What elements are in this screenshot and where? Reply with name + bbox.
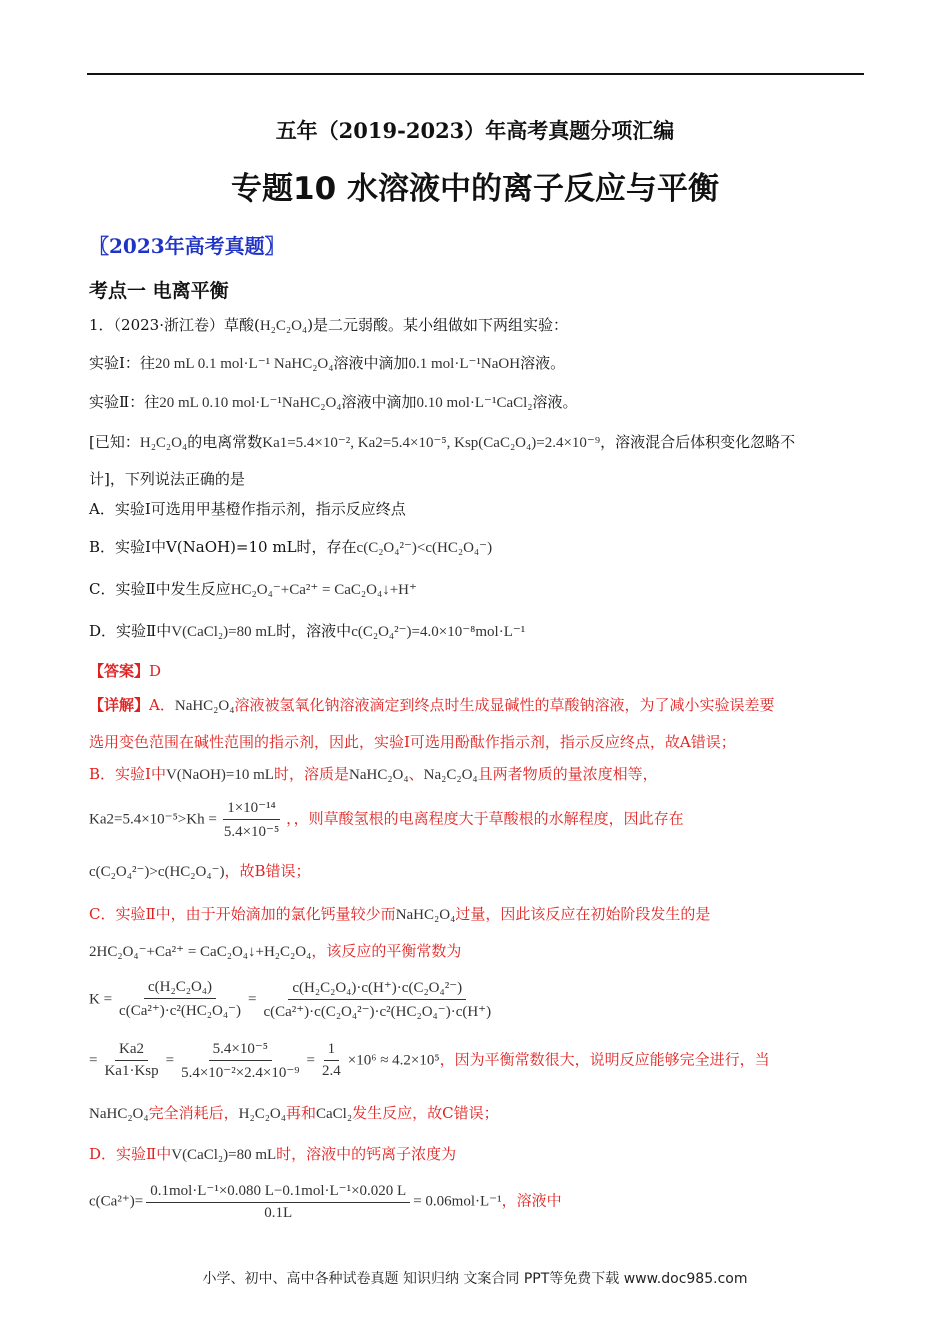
detail-b-line-2: Ka2=5.4×10⁻⁵>Kh = $\frac{\text{1×10⁻¹⁴}}{\text{5.4×10⁻⁵}}$ ，，则草酸氢根的电离程度大于草酸根的水解程度，因此存在 xyxy=(89,800,684,840)
fraction-k1: $\frac{\text{c(H₂C₂O₄)}}{\text{c(Ca²⁺)·c²(HC₂O₄⁻)}}$ xyxy=(119,979,241,1019)
option-a: A．实验Ⅰ可选用甲基橙作指示剂，指示反应终点 xyxy=(89,500,406,518)
kaodian-heading: 考点一 电离平衡 xyxy=(89,280,229,302)
top-rule xyxy=(87,73,864,75)
question-line-1: 1．（2023·浙江卷）草酸(H₂C₂O₄)是二元弱酸。某小组做如下两组实验： xyxy=(89,316,569,334)
fraction-value: $\frac{\text{5.4×10⁻⁵}}{\text{5.4×10⁻²×2.4×10⁻⁹}}$ xyxy=(181,1041,300,1081)
fraction-ka: $\frac{Ka2}{\text{Ka1·Ksp}}$ xyxy=(104,1041,159,1079)
detail-d-formula: c(Ca²⁺)= $\frac{\text{0.1mol·L⁻¹×0.080 L−0.1mol·L⁻¹×0.020 L}}{0.1L}$ = 0.06mol·L⁻¹，溶液中 xyxy=(89,1183,562,1221)
option-d: D．实验Ⅱ中V(CaCl₂)=80 mL时，溶液中c(C₂O₄²⁻)=4.0×10⁻⁸mol·L⁻¹ xyxy=(89,622,526,640)
fraction-k2: $\frac{\text{c(H₂C₂O₄)·c(H⁺)·c(C₂O₄²⁻)}}{\text{c(Ca²⁺)·c(C₂O₄²⁻)·c²(HC₂O₄⁻)·c(H⁺)}}$ xyxy=(263,980,492,1020)
fraction-ca: $\frac{\text{0.1mol·L⁻¹×0.080 L−0.1mol·L⁻¹×0.020 L}}{0.1L}$ xyxy=(146,1181,410,1222)
page-footer: 小学、初中、高中各种试卷真题 知识归纳 文案合同 PPT等免费下载 www.doc985.com xyxy=(202,1271,748,1287)
detail-c-formula-value: = $\frac{Ka2}{\text{Ka1·Ksp}}$ = $\frac{\text{5.4×10⁻⁵}}{\text{5.4×10⁻²×2.4×10⁻⁹}}$ = $\frac{1}{2.4}$ ×10⁶ ≈ 4.2×10⁵，因为平衡常数很大，说明反应能够完全进行，当 xyxy=(89,1041,770,1081)
year-heading: 〖2023年高考真题〗 xyxy=(89,234,285,258)
page-title: 专题10 水溶液中的离子反应与平衡 xyxy=(231,171,719,207)
detail-d-line-1: D．实验Ⅱ中V(CaCl₂)=80 mL时，溶液中的钙离子浓度为 xyxy=(89,1145,457,1163)
detail-c-formula-k: K = $\frac{\text{c(H₂C₂O₄)}}{\text{c(Ca²⁺)·c²(HC₂O₄⁻)}}$ = $\frac{\text{c(H₂C₂O₄)·c(H⁺)·c(C₂O₄²⁻)}}{\text{c(Ca²⁺)·c(C₂O₄²⁻)·c²(HC₂O₄⁻)·c(H⁺)}}$ xyxy=(89,978,498,1021)
fraction-kh: $\frac{\text{1×10⁻¹⁴}}{\text{5.4×10⁻⁵}}$ xyxy=(223,800,280,840)
option-c: C．实验Ⅱ中发生反应HC₂O₄⁻+Ca²⁺ = CaC₂O₄↓+H⁺ xyxy=(89,580,417,598)
known-condition: [已知：H₂C₂O₄的电离常数Ka1=5.4×10⁻², Ka2=5.4×10⁻⁵, Ksp(CaC₂O₄)=2.4×10⁻⁹，溶液混合后体积变化忽略不 xyxy=(89,433,796,451)
detail-b-line-1: B．实验Ⅰ中V(NaOH)=10 mL时，溶质是NaHC₂O₄、Na₂C₂O₄且两者物质的量浓度相等， xyxy=(89,765,658,783)
page-subtitle: 五年（2019-2023）年高考真题分项汇编 xyxy=(275,118,675,143)
detail-c-line-5: NaHC₂O₄完全消耗后，H₂C₂O₄再和CaCl₂发生反应，故C错误； xyxy=(89,1104,499,1122)
detail-c-line-2: 2HC₂O₄⁻+Ca²⁺ = CaC₂O₄↓+H₂C₂O₄，该反应的平衡常数为 xyxy=(89,942,462,960)
detail-a-line-2: 选用变色范围在碱性范围的指示剂，因此，实验Ⅰ可选用酚酞作指示剂，指示反应终点，故A错误； xyxy=(89,733,736,751)
detail-c-line-1: C．实验Ⅱ中，由于开始滴加的氯化钙量较少而NaHC₂O₄过量，因此该反应在初始阶段发生的是 xyxy=(89,905,711,923)
known-condition-cont: 计]，下列说法正确的是 xyxy=(89,470,245,488)
detail-a-line-1: 【详解】A．NaHC₂O₄溶液被氢氧化钠溶液滴定到终点时生成显碱性的草酸钠溶液，为了减小实验误差要 xyxy=(89,696,775,714)
experiment-2: 实验Ⅱ：往20 mL 0.10 mol·L⁻¹NaHC₂O₄溶液中滴加0.10 mol·L⁻¹CaCl₂溶液。 xyxy=(89,393,578,411)
answer: 【答案】D xyxy=(89,662,162,680)
option-b: B．实验Ⅰ中V(NaOH)=10 mL时，存在c(C₂O₄²⁻)<c(HC₂O₄⁻) xyxy=(89,538,493,556)
fraction-one: $\frac{1}{2.4}$ xyxy=(322,1041,341,1079)
experiment-1: 实验Ⅰ：往20 mL 0.1 mol·L⁻¹ NaHC₂O₄溶液中滴加0.1 mol·L⁻¹NaOH溶液。 xyxy=(89,354,566,372)
detail-b-line-3: c(C₂O₄²⁻)>c(HC₂O₄⁻)，故B错误； xyxy=(89,862,311,880)
